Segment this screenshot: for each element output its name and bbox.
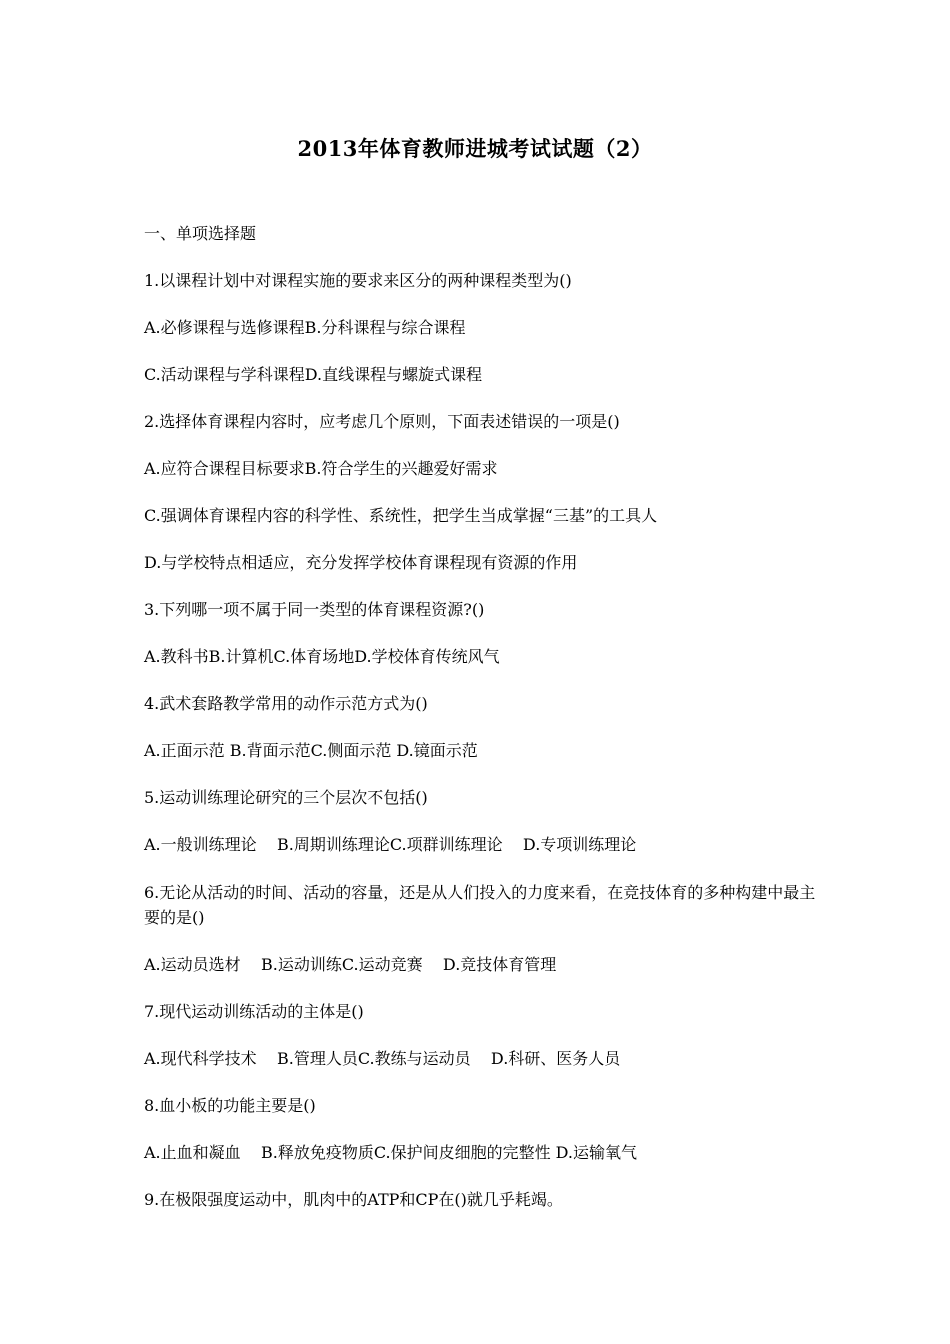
question-6-options: A.运动员选材 B.运动训练C.运动竞赛 D.竞技体育管理 [144, 955, 557, 974]
question-8-options: A.止血和凝血 B.释放免疫物质C.保护间皮细胞的完整性 D.运输氧气 [144, 1143, 638, 1162]
question-1: 1.以课程计划中对课程实施的要求来区分的两种课程类型为() [144, 271, 572, 290]
question-1-options-c-d: C.活动课程与学科课程D.直线课程与螺旋式课程 [144, 365, 483, 384]
question-7-options: A.现代科学技术 B.管理人员C.教练与运动员 D.科研、医务人员 [144, 1049, 621, 1068]
question-5-options: A.一般训练理论 B.周期训练理论C.项群训练理论 D.专项训练理论 [144, 835, 637, 854]
question-8: 8.血小板的功能主要是() [144, 1096, 316, 1115]
question-2-option-c: C.强调体育课程内容的科学性、系统性，把学生当成掌握“三基”的工具人 [144, 506, 658, 525]
question-6: 6.无论从活动的时间、活动的容量，还是从人们投入的力度来看，在竞技体育的多种构建中最主要的是() [144, 883, 816, 927]
question-2-options-a-b: A.应符合课程目标要求B.符合学生的兴趣爱好需求 [144, 459, 498, 478]
question-5: 5.运动训练理论研究的三个层次不包括() [144, 788, 428, 807]
question-2: 2.选择体育课程内容时，应考虑几个原则，下面表述错误的一项是() [144, 412, 620, 431]
question-3: 3.下列哪一项不属于同一类型的体育课程资源?() [144, 600, 485, 619]
question-7: 7.现代运动训练活动的主体是() [144, 1002, 364, 1021]
question-9: 9.在极限强度运动中，肌肉中的ATP和CP在()就几乎耗竭。 [144, 1190, 563, 1209]
document-title: 2013年体育教师进城考试试题（2） [297, 136, 653, 161]
question-3-options: A.教科书B.计算机C.体育场地D.学校体育传统风气 [144, 647, 500, 666]
question-2-option-d: D.与学校特点相适应，充分发挥学校体育课程现有资源的作用 [144, 553, 578, 572]
question-4-options: A.正面示范 B.背面示范C.侧面示范 D.镜面示范 [144, 741, 478, 760]
question-1-options-a-b: A.必修课程与选修课程B.分科课程与综合课程 [144, 318, 466, 337]
section-heading: 一、单项选择题 [144, 224, 257, 243]
question-4: 4.武术套路教学常用的动作示范方式为() [144, 694, 428, 713]
document-body [144, 222, 824, 1235]
